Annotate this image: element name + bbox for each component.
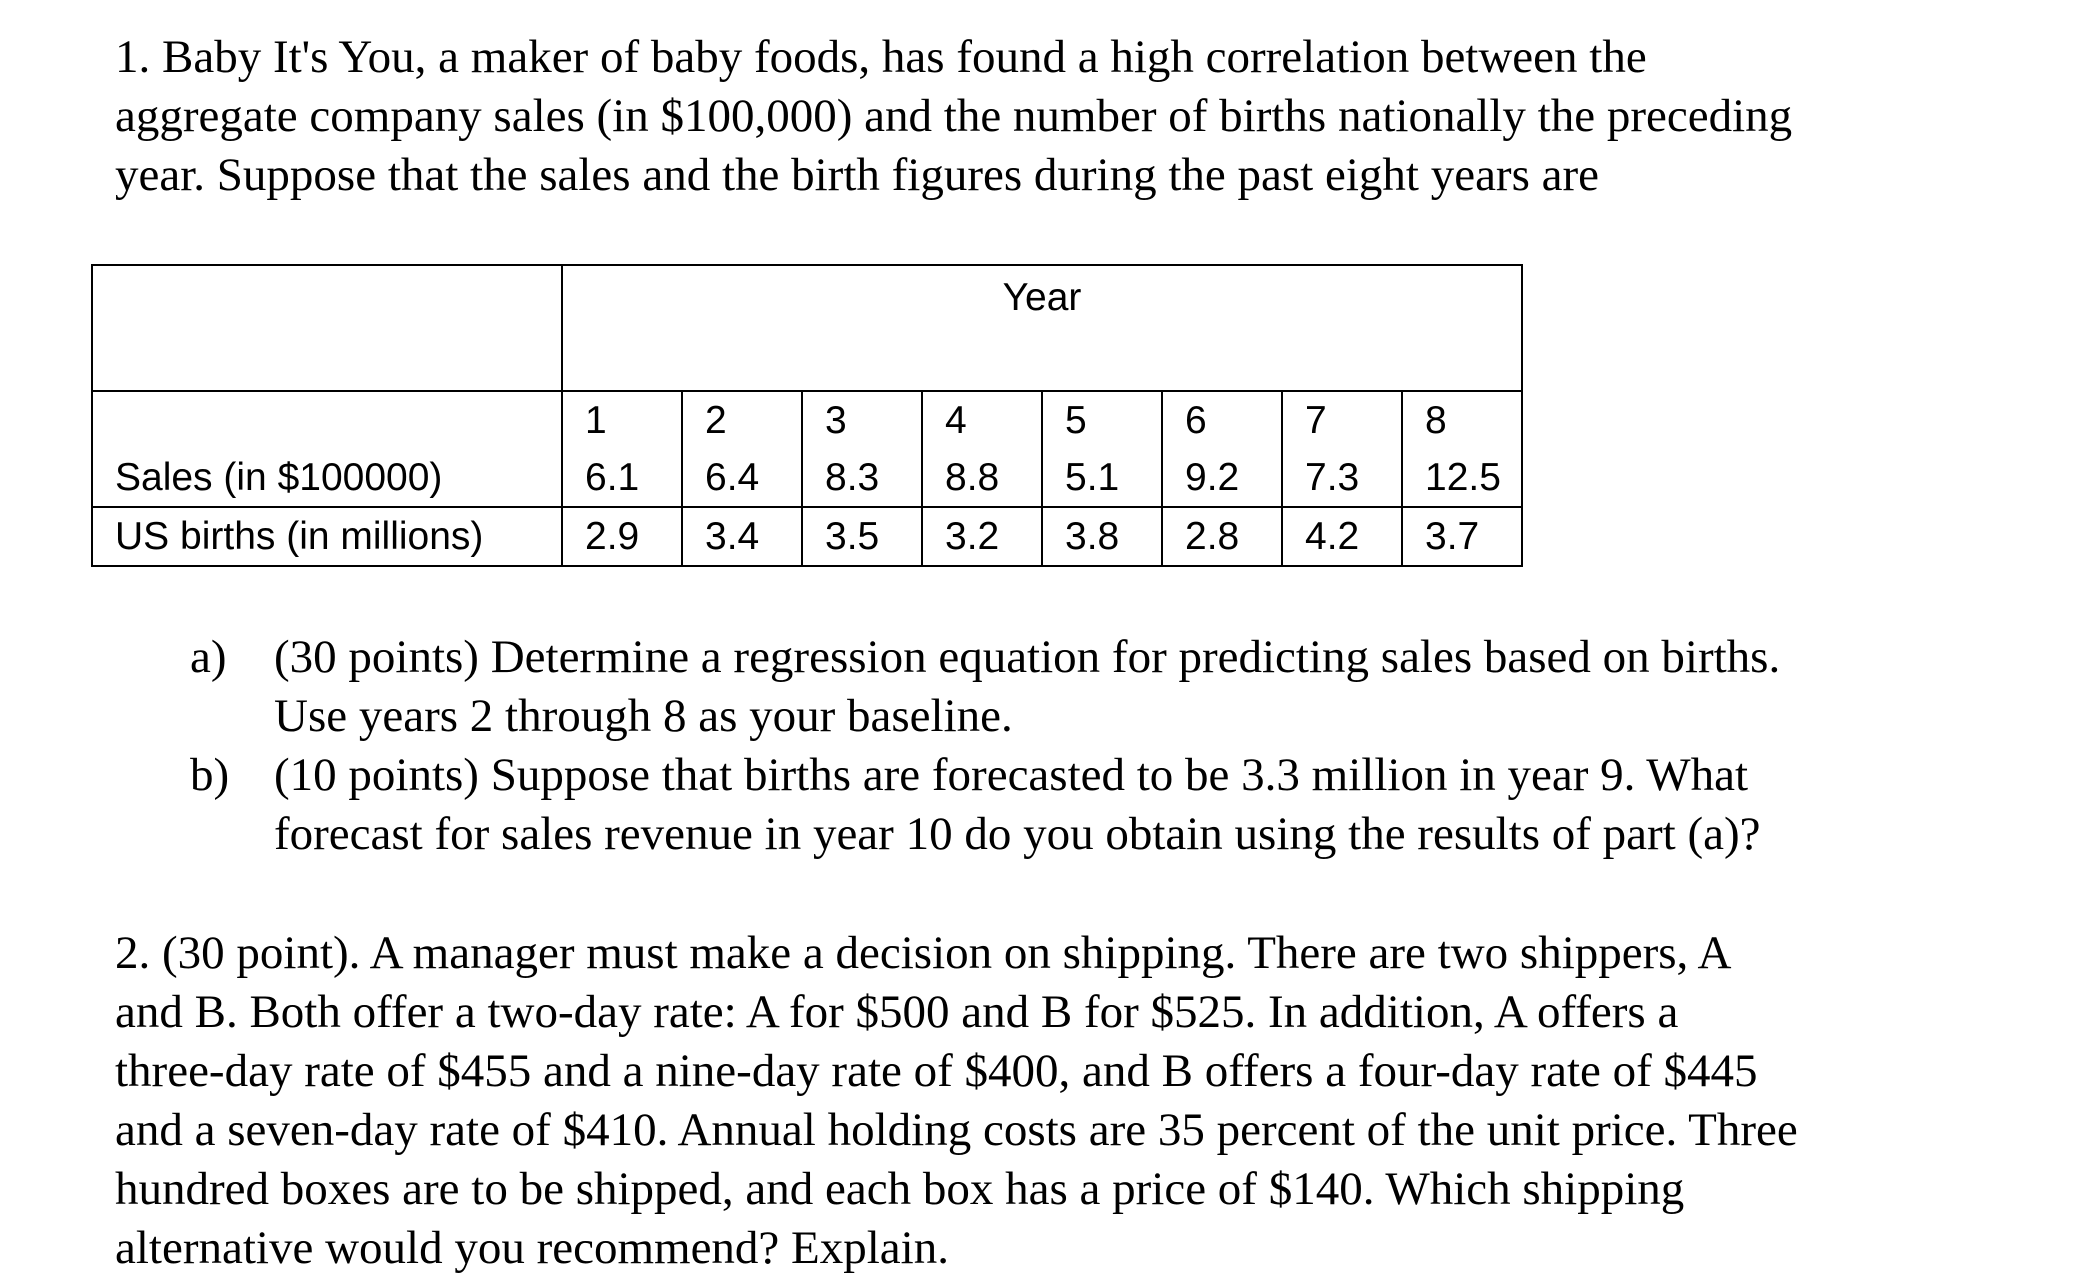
- year-cell: 3: [802, 391, 922, 449]
- year-cell: 7: [1282, 391, 1402, 449]
- table-row-sales: [92, 449, 1522, 507]
- births-cell: 2.9: [562, 507, 682, 566]
- row-label-births: US births (in millions): [92, 507, 562, 566]
- table-row-years: [92, 391, 1522, 449]
- table-blank-label-cell: [92, 391, 562, 449]
- sales-cell: 6.1: [562, 449, 682, 507]
- subquestion-line: Use years 2 through 8 as your baseline.: [274, 690, 1013, 742]
- question-1-line: 1. Baby It's You, a maker of baby foods, has found a high correlation between the: [115, 31, 1647, 83]
- question-1-line: year. Suppose that the sales and the birth figures during the past eight years are: [115, 149, 1599, 201]
- births-cell: 3.7: [1402, 507, 1522, 566]
- row-label-sales: Sales (in $100000): [92, 449, 562, 507]
- sales-cell: 7.3: [1282, 449, 1402, 507]
- births-cell: 3.2: [922, 507, 1042, 566]
- question-2-line: 2. (30 point). A manager must make a decision on shipping. There are two shippers, A: [115, 927, 1732, 979]
- sales-cell: 5.1: [1042, 449, 1162, 507]
- sales-births-table: [91, 264, 1523, 567]
- subquestion-line: (10 points) Suppose that births are forecasted to be 3.3 million in year 9. What: [274, 749, 1749, 801]
- subquestion-line: (30 points) Determine a regression equation for predicting sales based on births.: [274, 631, 1781, 683]
- subquestion-marker: b): [190, 749, 230, 801]
- year-cell: 1: [562, 391, 682, 449]
- year-group-header: Year: [562, 265, 1522, 391]
- table-header-row: [92, 265, 1522, 391]
- births-cell: 4.2: [1282, 507, 1402, 566]
- year-cell: 6: [1162, 391, 1282, 449]
- question-2-line: alternative would you recommend? Explain.: [115, 1222, 949, 1274]
- question-2-line: and a seven-day rate of $410. Annual holding costs are 35 percent of the unit price. Three: [115, 1104, 1798, 1156]
- table-row-births: [92, 507, 1522, 566]
- year-cell: 8: [1402, 391, 1522, 449]
- question-2-line: three-day rate of $455 and a nine-day rate of $400, and B offers a four-day rate of $445: [115, 1045, 1758, 1097]
- sales-cell: 12.5: [1402, 449, 1522, 507]
- year-cell: 4: [922, 391, 1042, 449]
- question-1-text: [115, 28, 2075, 205]
- year-cell: 5: [1042, 391, 1162, 449]
- subquestion-b: [190, 746, 2070, 864]
- sales-cell: 6.4: [682, 449, 802, 507]
- births-cell: 3.5: [802, 507, 922, 566]
- births-cell: 3.4: [682, 507, 802, 566]
- sales-cell: 8.8: [922, 449, 1042, 507]
- subquestion-marker: a): [190, 631, 227, 683]
- table-corner-cell: [92, 265, 562, 391]
- subquestion-list: [190, 628, 2070, 864]
- sales-cell: 8.3: [802, 449, 922, 507]
- subquestion-a: [190, 628, 2070, 746]
- question-2-line: and B. Both offer a two-day rate: A for $500 and B for $525. In addition, A offers a: [115, 986, 1679, 1038]
- births-cell: 3.8: [1042, 507, 1162, 566]
- year-cell: 2: [682, 391, 802, 449]
- question-2-line: hundred boxes are to be shipped, and each box has a price of $140. Which shipping: [115, 1163, 1685, 1215]
- sales-cell: 9.2: [1162, 449, 1282, 507]
- question-2-text: [115, 924, 2075, 1278]
- question-1-line: aggregate company sales (in $100,000) and the number of births nationally the preceding: [115, 90, 1793, 142]
- subquestion-line: forecast for sales revenue in year 10 do you obtain using the results of part (a)?: [274, 808, 1761, 860]
- births-cell: 2.8: [1162, 507, 1282, 566]
